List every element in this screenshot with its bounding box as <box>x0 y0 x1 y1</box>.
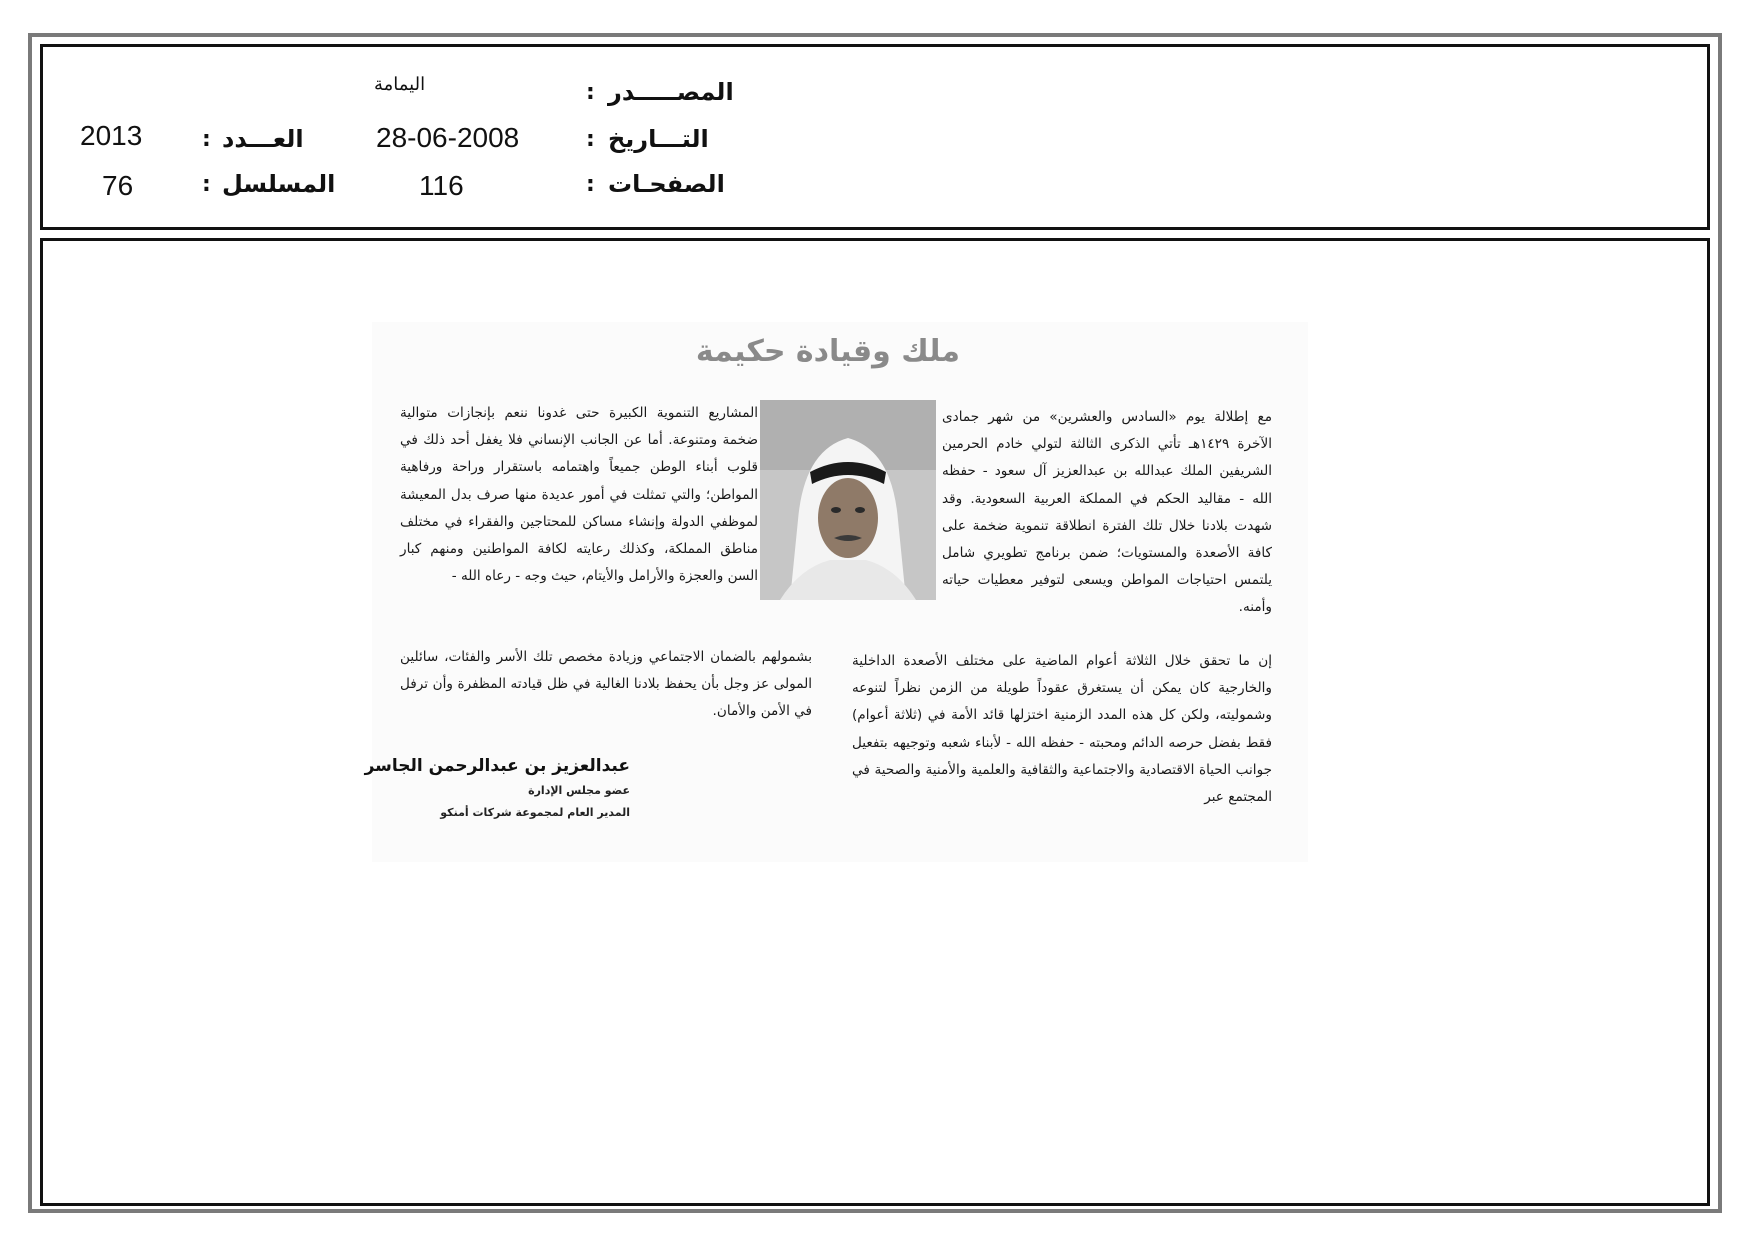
portrait-illustration <box>760 400 936 600</box>
article-column-left-bottom: بشمولهم بالضمان الاجتماعي وزيادة مخصص تلك الأسر والفئات، سائلين المولى عز وجل بأن يحفظ بلادنا الغالية في ظل قيادته المظفرة وأن ترفل في الأمن والأمان. <box>400 649 812 720</box>
serial-value: 76 <box>102 170 134 201</box>
source-label: المصـــــدر <box>608 78 734 106</box>
author-title-gm: المدير العام لمجموعة شركات أمنكو <box>440 806 630 819</box>
source-value: اليمامة <box>374 74 426 95</box>
issue-colon: : <box>202 127 211 152</box>
author-name: عبدالعزيز بن عبدالرحمن الجاسر <box>364 756 630 776</box>
date-label: التـــاريخ <box>608 125 709 153</box>
issue-value: 2013 <box>80 120 143 151</box>
author-title-board: عضو مجلس الإدارة <box>528 784 630 797</box>
article-title: ملك وقيادة حكيمة <box>695 334 960 369</box>
pages-colon: : <box>586 172 595 197</box>
pages-label: الصفحـات <box>608 170 725 198</box>
article-column-right-bottom: إن ما تحقق خلال الثلاثة أعوام الماضية على مختلف الأصعدة الداخلية والخارجية كان يمكن أن يستغرق عقوداً طويلة من الزمن نظراً لتنوعه وشموليته، ولكن كل هذه المدد الزمنية اختزلها قائد الأمة في (ثلاثة أعوام) فقط بفضل حرصه الدائم ومحبته - حفظه الله - لأبناء شعبه وتوجيهه بتفعيل جوانب الحياة الاقتصادية والاجتماعية والثقافية والعلمية والأمنية والصحية في المجتمع عبر <box>852 653 1272 806</box>
date-value: 28-06-2008 <box>376 122 520 153</box>
article-column-left-top: المشاريع التنموية الكبيرة حتى غدونا ننعم بإنجازات متوالية ضخمة ومتنوعة. أما عن الجانب الإنساني فلا يغفل أحد ذلك في قلوب أبناء الوطن جميعاً واهتمامه باستقرار وراحة ورفاهية المواطن؛ والتي تمثلت في أمور عديدة منها صرف بدل المعيشة لموظفي الدولة وإنشاء مساكن للمحتاجين والفقراء في مختلف مناطق المملكة، وكذلك رعايته لكافة المواطنين ومنهم كبار السن والعجزة والأرامل والأيتام، حيث وجه - رعاه الله - <box>400 405 758 585</box>
serial-colon: : <box>202 172 211 197</box>
pages-value: 116 <box>419 170 464 201</box>
date-colon: : <box>586 127 595 152</box>
author-portrait-photo <box>760 400 936 600</box>
serial-label: المسلسل <box>222 170 336 198</box>
issue-label: العـــدد <box>222 125 304 153</box>
article-column-right-top: مع إطلالة يوم «السادس والعشرين» من شهر جمادى الآخرة ١٤٢٩هـ تأتي الذكرى الثالثة لتولي خادم الحرمين الشريفين الملك عبدالله بن عبدالعزيز آل سعود - حفظه الله - مقاليد الحكم في المملكة العربية السعودية. وقد شهدت بلادنا خلال تلك الفترة انطلاقة تنموية ضخمة على كافة الأصعدة والمستويات؛ ضمن برنامج تطويري شامل يلتمس احتياجات المواطن ويسعى لتوفير معطيات حياته وأمنه. <box>942 409 1272 616</box>
source-colon: : <box>586 80 595 105</box>
